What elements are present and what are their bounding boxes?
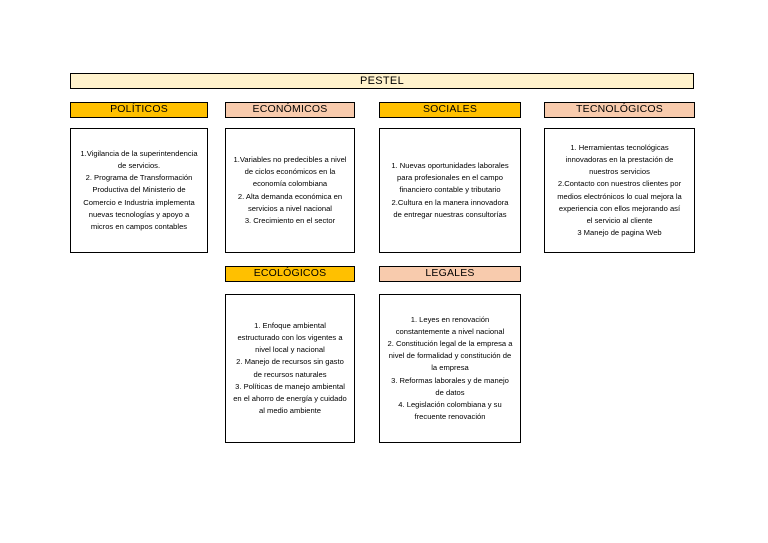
pestel-title: PESTEL: [70, 73, 694, 89]
box-economicos: [225, 128, 355, 253]
box-politicos: [70, 128, 208, 253]
box-sociales: [379, 128, 521, 253]
box-tecnologicos: [544, 128, 695, 253]
header-tecnologicos: TECNOLÓGICOS: [544, 102, 695, 118]
box-legales: [379, 294, 521, 443]
text-legales: 1. Leyes en renovación constantemente a nivel nacional 2. Constitución legal de la empresa a nivel de formalidad y constitución de la empresa 3. Reformas laborales y de manejo de datos 4. Legislación colombiana y su frecuente renovación: [387, 314, 513, 422]
text-tecnologicos: 1. Herramientas tecnológicas innovadoras en la prestación de nuestros servicios 2.Contacto con nuestros clientes por medios electrónicos lo cual mejora la experiencia con ellos mejorando así el servicio al cliente 3 Manejo de pagina Web: [557, 142, 682, 238]
header-ecologicos: ECOLÓGICOS: [225, 266, 355, 282]
text-sociales: 1. Nuevas oportunidades laborales para profesionales en el campo financiero contable y tributario 2.Cultura en la manera innovadora de entregar nuestras consultorías: [391, 160, 509, 219]
header-politicos: POLÍTICOS: [70, 102, 208, 118]
header-legales: LEGALES: [379, 266, 521, 282]
text-ecologicos: 1. Enfoque ambiental estructurado con los vigentes a nivel local y nacional 2. Manejo de recursos sin gasto de recursos naturales 3. Políticas de manejo ambiental en el ahorro de energía y cuidado al medio ambiente: [233, 320, 347, 416]
header-sociales: SOCIALES: [379, 102, 521, 118]
text-politicos: 1.Vigilancia de la superintendencia de servicios. 2. Programa de Transformación Productiva del Ministerio de Comercio e Industria implementa nuevas tecnologías y apoyo a micros en campos contables: [80, 148, 198, 231]
box-ecologicos: [225, 294, 355, 443]
header-economicos: ECONÓMICOS: [225, 102, 355, 118]
text-economicos: 1.Variables no predecibles a nivel de ciclos económicos en la economía colombiana 2. Alta demanda económica en servicios a nivel nacional 3. Crecimiento en el sector: [233, 154, 347, 225]
